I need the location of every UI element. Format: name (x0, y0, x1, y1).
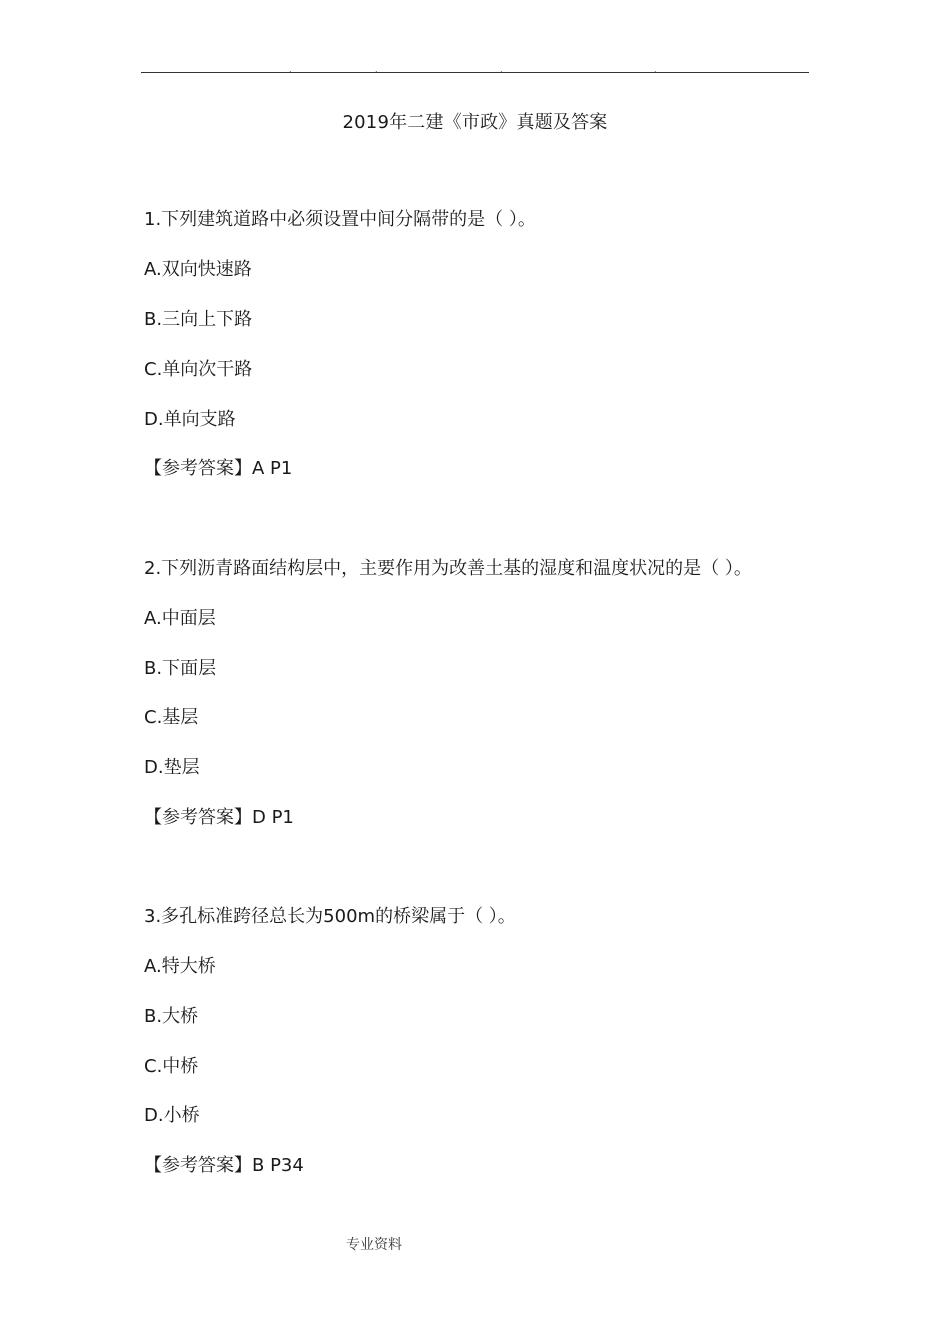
header-rule (141, 72, 809, 73)
answer-line: 【参考答案】B P34 (144, 1155, 304, 1176)
header-dot: . (289, 65, 292, 74)
question-option: C.基层 (144, 707, 199, 728)
question-option: A.双向快速路 (144, 259, 252, 280)
header-dot: . (654, 65, 657, 74)
question-option: A.特大桥 (144, 956, 216, 977)
question-option: B.大桥 (144, 1006, 199, 1027)
header-dot: . (500, 65, 503, 74)
question-option: D.垫层 (144, 757, 200, 778)
question-stem: 2.下列沥青路面结构层中，主要作用为改善土基的湿度和温度状况的是（ ）。 (144, 558, 752, 579)
question-option: B.三向上下路 (144, 309, 253, 330)
answer-line: 【参考答案】D P1 (144, 807, 294, 828)
page-footer: 专业资料 (346, 1237, 402, 1253)
question-stem: 3.多孔标准跨径总长为500m的桥梁属于（ ）。 (144, 906, 516, 927)
question-option: C.单向次干路 (144, 359, 253, 380)
question-option: D.单向支路 (144, 409, 236, 430)
question-option: A.中面层 (144, 608, 216, 629)
document-title: 2019年二建《市政》真题及答案 (342, 112, 608, 133)
answer-line: 【参考答案】A P1 (144, 458, 293, 479)
question-option: C.中桥 (144, 1056, 199, 1077)
question-option: B.下面层 (144, 658, 217, 679)
header-dot: . (375, 65, 378, 74)
question-stem: 1.下列建筑道路中必须设置中间分隔带的是（ ）。 (144, 209, 536, 230)
question-option: D.小桥 (144, 1105, 200, 1126)
